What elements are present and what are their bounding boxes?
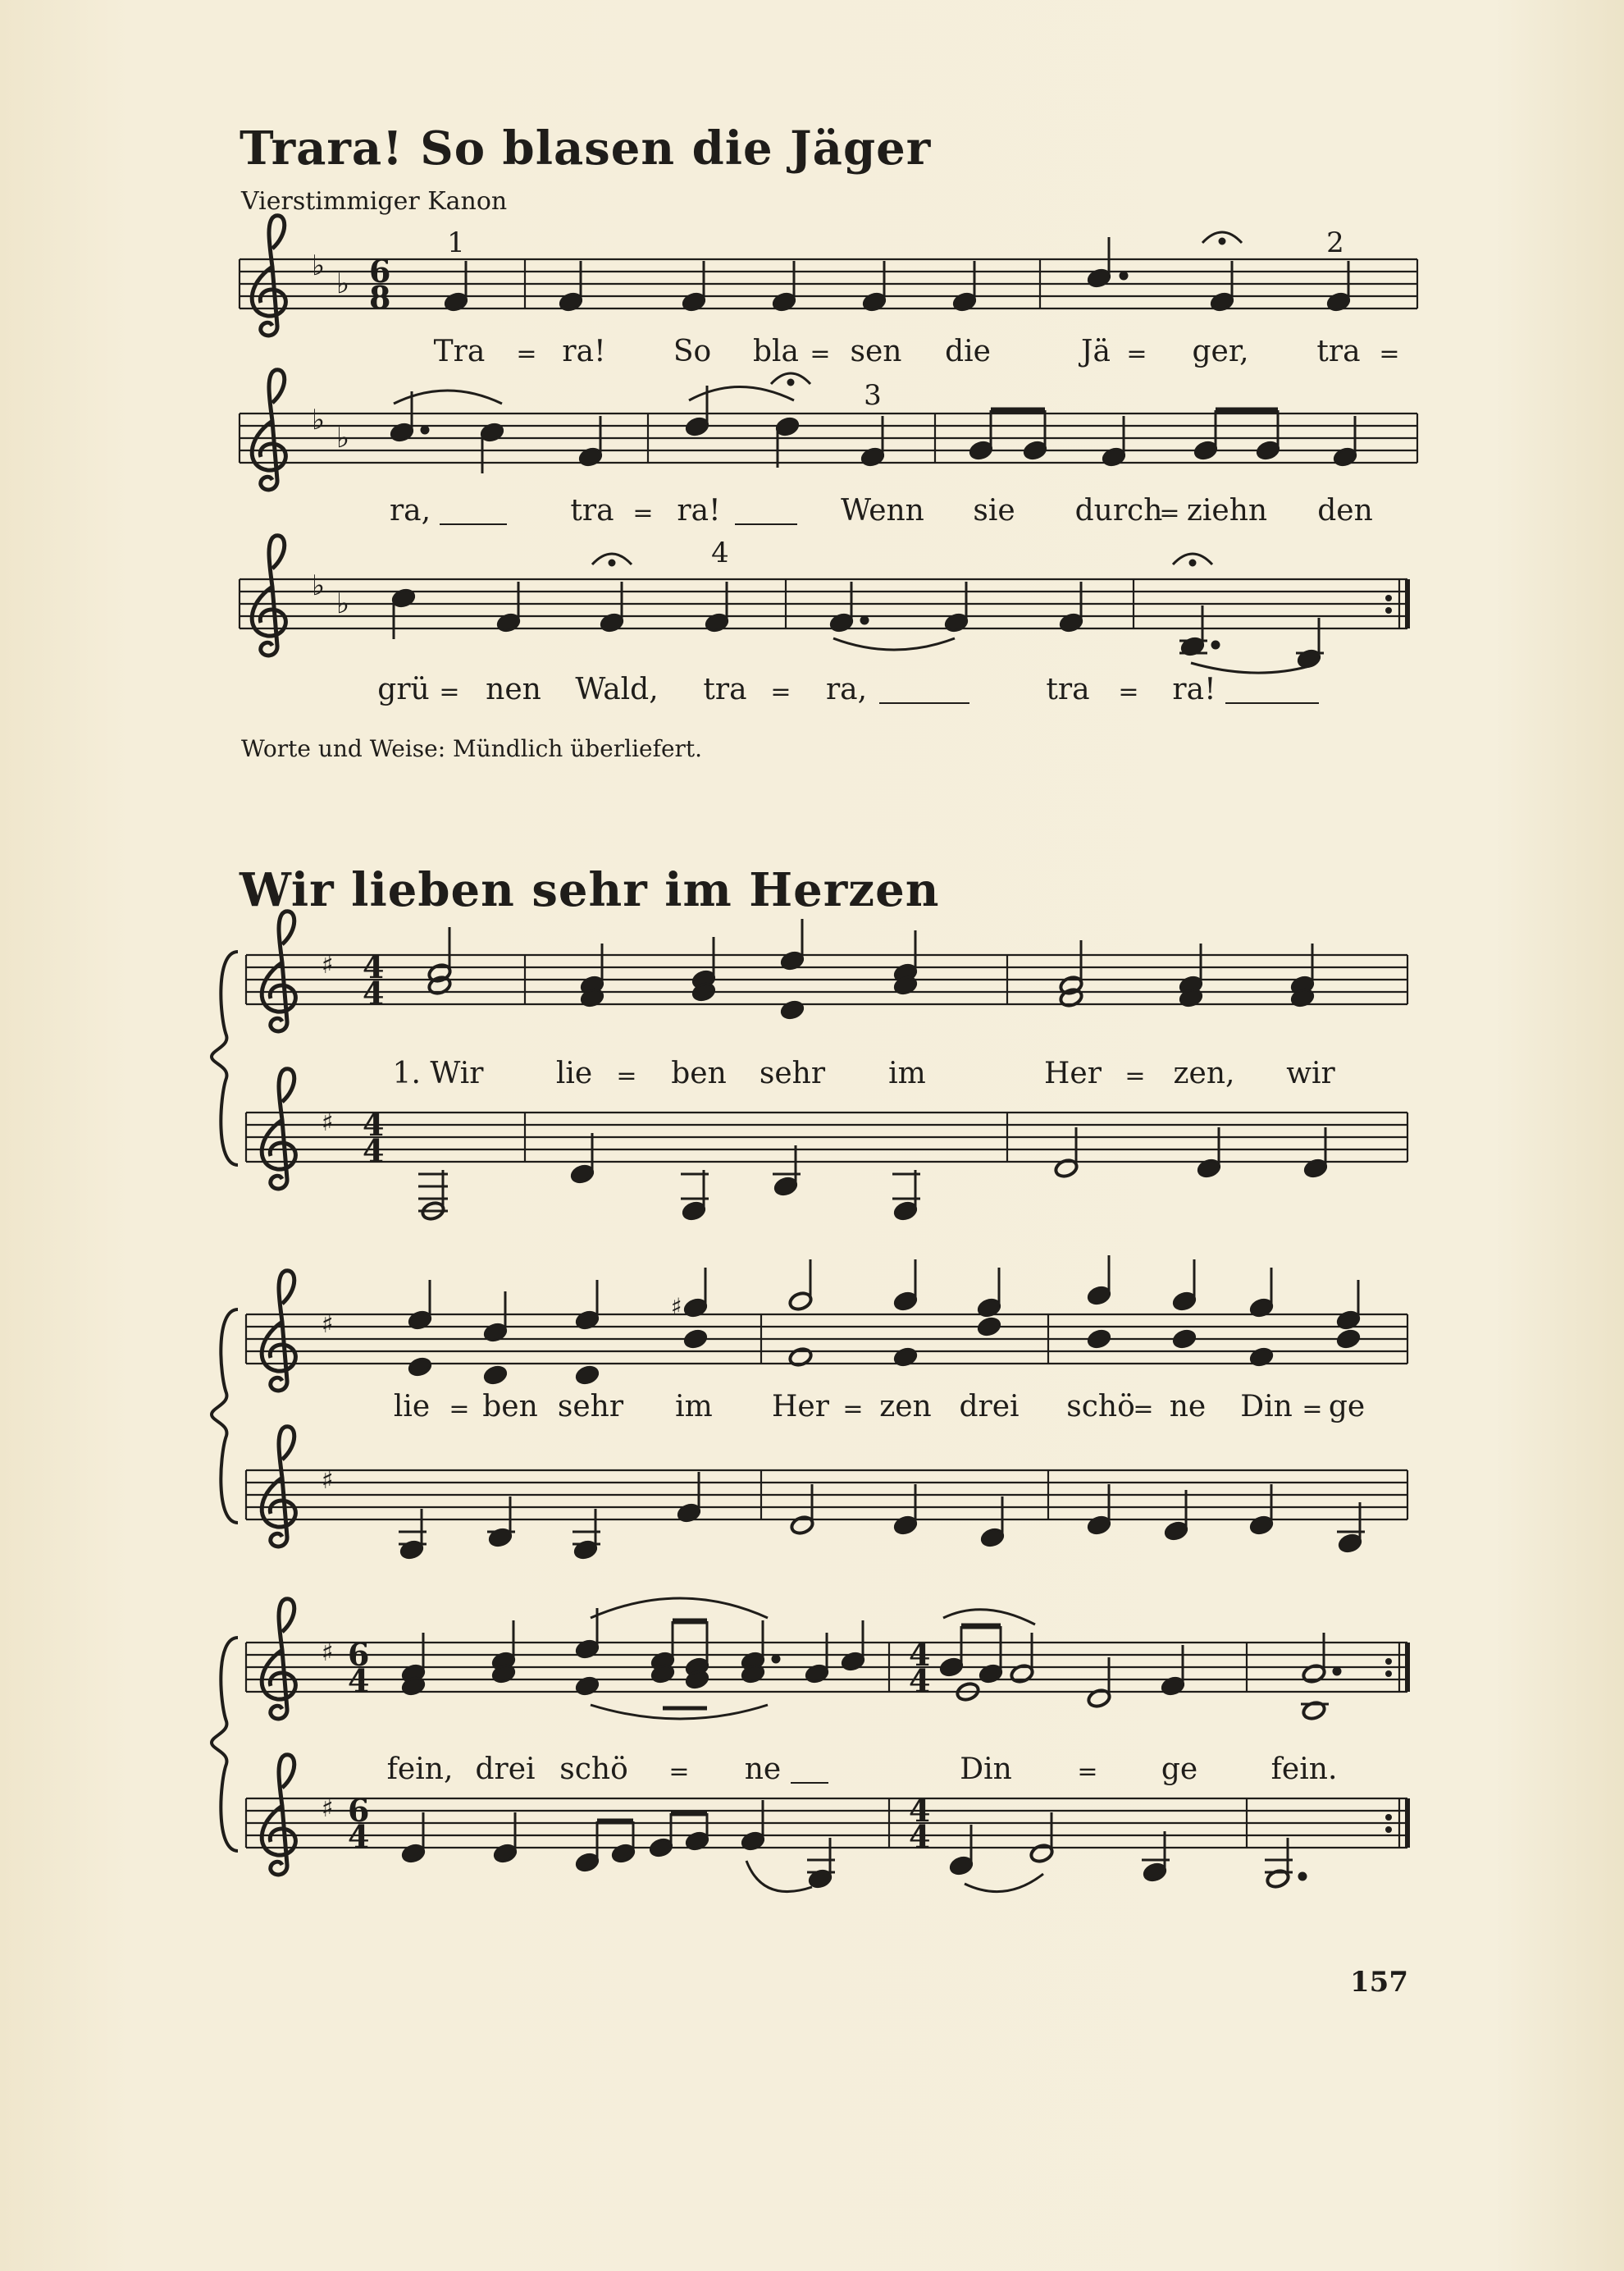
svg-text:8: 8 [369, 279, 391, 316]
svg-text:6: 6 [348, 1792, 370, 1829]
canon-entry-4: 4 [711, 537, 729, 569]
svg-text:4: 4 [909, 1636, 931, 1673]
lyric-syllable: zen, [1173, 1057, 1235, 1090]
song1-subtitle: Vierstimmiger Kanon [241, 187, 508, 216]
svg-text:♯: ♯ [322, 1638, 334, 1667]
svg-text:4: 4 [348, 1662, 370, 1699]
lyric-extender [1225, 702, 1319, 704]
lyric-syllable: Din [1240, 1390, 1293, 1423]
lyric-hyphen: = [632, 499, 654, 528]
lyric-hyphen: = [1118, 678, 1139, 706]
lyric-hyphen: = [1077, 1757, 1098, 1786]
lyric-syllable: sehr [557, 1390, 624, 1423]
svg-text:♭: ♭ [312, 249, 326, 282]
lyric-syllable: sen [850, 335, 902, 368]
lyric-syllable: ge [1161, 1752, 1198, 1786]
lyric-syllable: ge [1328, 1390, 1366, 1423]
lyric-syllable: ra! [1172, 673, 1216, 706]
svg-text:6: 6 [348, 1636, 370, 1673]
lyric-syllable: tra [1046, 673, 1090, 706]
lyric-syllable: ra! [677, 494, 721, 528]
svg-text:♭: ♭ [336, 422, 350, 455]
lyric-syllable: Tra [433, 335, 486, 368]
lyric-extender [791, 1782, 828, 1784]
lyric-syllable: 1. Wir [392, 1057, 484, 1090]
svg-text:♭: ♭ [312, 569, 326, 602]
lyric-syllable: lie [555, 1057, 593, 1090]
song2-system2-bass-staff [246, 1470, 1407, 1519]
page-number: 157 [1350, 1966, 1408, 1999]
lyric-syllable: den [1317, 494, 1373, 528]
lyric-syllable: wir [1286, 1057, 1335, 1090]
lyric-hyphen: = [1126, 340, 1147, 368]
svg-text:♯: ♯ [322, 1794, 334, 1823]
svg-text:♯: ♯ [322, 1310, 334, 1339]
svg-text:♭: ♭ [336, 587, 350, 620]
lyric-syllable: ra, [389, 494, 431, 528]
lyric-syllable: drei [475, 1752, 536, 1786]
lyric-hyphen: = [810, 340, 831, 368]
svg-text:4: 4 [348, 1818, 370, 1855]
lyric-hyphen: = [770, 678, 791, 706]
lyric-hyphen: = [1302, 1395, 1323, 1423]
song1-title: Trara! So blasen die Jäger [239, 121, 932, 176]
lyric-extender [879, 702, 969, 704]
lyric-hyphen: = [1133, 1395, 1154, 1423]
lyric-hyphen: = [516, 340, 537, 368]
song1-staff-1 [239, 259, 1417, 308]
lyric-syllable: ra! [562, 335, 606, 368]
lyric-syllable: Wenn [841, 494, 924, 528]
lyric-syllable: die [945, 335, 991, 368]
song2-system1-treble [246, 955, 1407, 1004]
lyric-syllable: Din [960, 1752, 1012, 1786]
svg-text:4: 4 [363, 1132, 385, 1169]
svg-text:♯: ♯ [322, 1466, 334, 1495]
canon-entry-2: 2 [1326, 226, 1344, 259]
lyric-hyphen: = [668, 1757, 690, 1786]
lyric-hyphen: = [842, 1395, 864, 1423]
canon-entry-3: 3 [864, 379, 882, 412]
svg-text:♯: ♯ [671, 1293, 682, 1320]
lyric-syllable: fein, [386, 1752, 454, 1786]
lyric-hyphen: = [449, 1395, 470, 1423]
lyric-hyphen: = [1379, 340, 1400, 368]
lyric-hyphen: = [1159, 499, 1180, 528]
lyric-syllable: nen [486, 673, 541, 706]
lyric-syllable: ben [671, 1057, 727, 1090]
svg-text:♯: ♯ [322, 1108, 334, 1137]
lyric-syllable: ben [482, 1390, 538, 1423]
lyric-syllable: ra, [825, 673, 868, 706]
lyric-extender [440, 523, 507, 525]
svg-text:4: 4 [363, 948, 385, 985]
svg-text:♭: ♭ [336, 267, 350, 300]
svg-text:4: 4 [909, 1818, 931, 1855]
svg-text:6: 6 [369, 253, 391, 290]
lyric-syllable: ziehn [1186, 494, 1268, 528]
lyric-syllable: bla [752, 335, 800, 368]
lyric-syllable: tra [570, 494, 614, 528]
lyric-syllable: Jä [1081, 335, 1111, 368]
lyric-syllable: tra [703, 673, 747, 706]
lyric-hyphen: = [616, 1062, 637, 1090]
lyric-hyphen: = [1124, 1062, 1146, 1090]
lyric-extender [735, 523, 797, 525]
lyric-syllable: ne [1169, 1390, 1207, 1423]
lyric-syllable: schö [559, 1752, 628, 1786]
lyric-syllable: fein. [1270, 1752, 1338, 1786]
svg-text:4: 4 [909, 1662, 931, 1699]
svg-text:4: 4 [909, 1792, 931, 1829]
song1-notes-3 [391, 554, 1324, 673]
lyric-hyphen: = [439, 678, 460, 706]
lyric-syllable: drei [959, 1390, 1020, 1423]
song1-staff-2 [239, 414, 1417, 463]
lyric-syllable: So [673, 335, 712, 368]
lyric-syllable: durch [1074, 494, 1163, 528]
svg-text:♯: ♯ [322, 951, 334, 980]
song1-credit: Worte und Weise: Mündlich überliefert. [241, 735, 703, 762]
lyric-syllable: sehr [759, 1057, 826, 1090]
lyric-syllable: ne [744, 1752, 782, 1786]
lyric-syllable: im [675, 1390, 713, 1423]
lyric-syllable: grü [377, 673, 430, 706]
lyric-syllable: schö [1066, 1390, 1135, 1423]
lyric-syllable: zen [879, 1390, 932, 1423]
svg-text:4: 4 [363, 1106, 385, 1143]
lyric-syllable: Her [1044, 1057, 1102, 1090]
svg-text:4: 4 [363, 975, 385, 1012]
song1-staff-3 [239, 579, 1407, 628]
song2-system3-bass-staff [246, 1798, 1407, 1848]
canon-entry-1: 1 [447, 226, 465, 259]
lyric-syllable: sie [973, 494, 1015, 528]
lyric-syllable: lie [393, 1390, 431, 1423]
lyric-syllable: ger, [1192, 335, 1249, 368]
lyric-syllable: tra [1316, 335, 1361, 368]
lyric-syllable: Wald, [575, 673, 659, 706]
lyric-syllable: Her [772, 1390, 829, 1423]
lyric-syllable: im [888, 1057, 926, 1090]
svg-text:♭: ♭ [312, 404, 326, 436]
song2-system1-bass-staff [246, 1113, 1407, 1162]
song2-title: Wir lieben sehr im Herzen [239, 863, 940, 917]
